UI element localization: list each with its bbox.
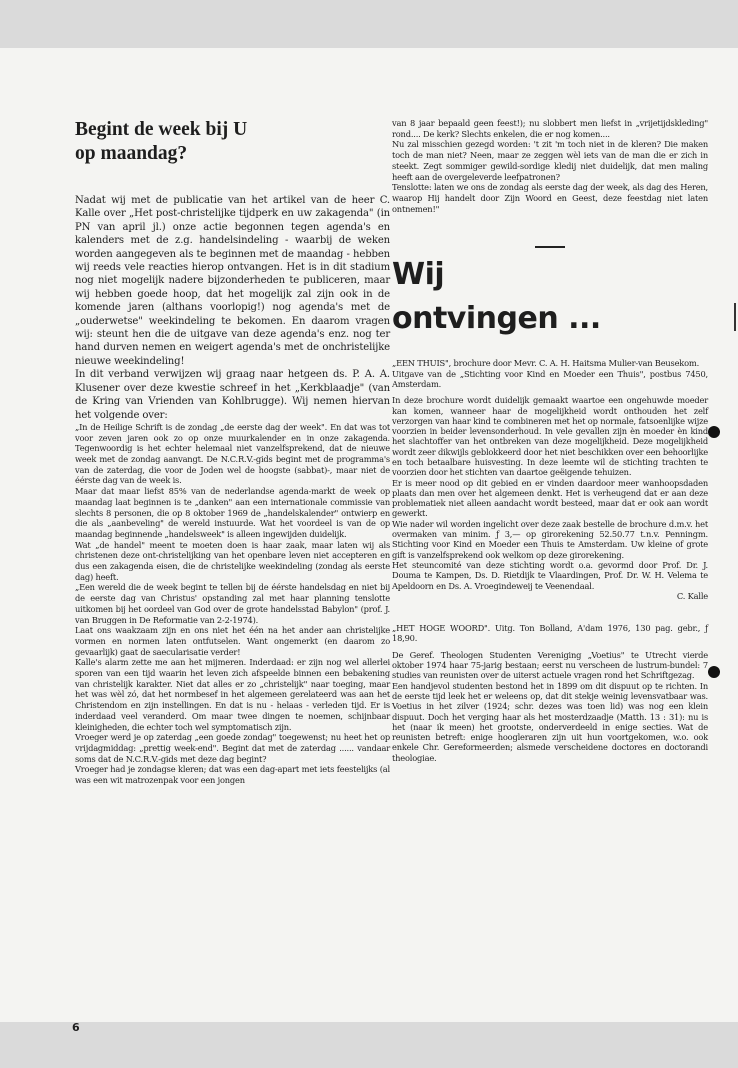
review-heading: „EEN THUIS", brochure door Mevr. C. A. H. Haitsma Mulier-van Beusekom.	[392, 358, 700, 369]
punch-hole-icon	[708, 426, 720, 438]
article-title-line2: op maandag?	[75, 143, 188, 164]
article-paragraph: van 8 jaar bepaald geen feest!); nu slobbert men liefst in „vrijetijdskleding" rond.... De kerk? Slechts enkelen, die er nog komen....	[392, 118, 708, 139]
page-number: 6	[72, 1021, 80, 1034]
article-paragraph: Kalle's alarm zette me aan het mijmeren. Inderdaad: er zijn nog wel allerlei sporen van een tijd waarin het leven zich afspeelde binnen een bebakening van christelijk karakter. Niet dat alles er zo „christelijk" naar toeging, maar het was wèl zó, dat het normbesef in het algemeen gerelateerd was aan het Christendom en zijn instellingen. En dat is nu - helaas - verleden tijd. Er is inderdaad veel veranderd. Om maar twee dingen te noemen, schijnbaar kleinigheden, die echter toch wel symptomatisch zijn.	[75, 657, 390, 732]
article-paragraph: „In de Heilige Schrift is de zondag „de eerste dag der week". En dat was tot voor zeven jaren ook zo op onze muurkalender en in onze zakagenda. Tegenwoordig is het echter helemaal niet vanzelfsprekend, dat de nieuwe week met de zondag aanvangt. De N.C.R.V.-gids begint met de programma's van de zaterdag, die voor de Joden wel de hoogste (sabbat)-, maar niet de éérste dag van de week is.	[75, 421, 390, 486]
review-item-1	[392, 358, 708, 601]
review-paragraph: In deze brochure wordt duidelijk gemaakt waartoe een ongehuwde moeder kan komen, wanneer haar de mogelijkheid wordt onthouden het zelf verzorgen van haar kind te combineren met het op normale, fatsoenlijke wijze voorzien in beider levensonderhoud. In vele gevallen zijn èn moeder èn kind het slachtoffer van het ontbreken van deze mogelijkheid. Deze mogelijkheid wordt zeer dikwijls geblokkeerd door het niet beschikken over een behoorlijke en toch betaalbare huisvesting. In deze leemte wil de stichting trachten te voorzien door het stichten van daartoe geëigende tehuizen.	[392, 395, 708, 478]
review-signature: C. Kalle	[676, 590, 708, 601]
article-paragraph: Nadat wij met de publicatie van het artikel van de heer C. Kalle over „Het post-christelijke tijdperk en uw zakagenda" (in PN van april jl.) onze actie begonnen tegen agenda's en kalenders met de z.g. handelsindeling - waarbij de weken worden aangegeven als te beginnen met de maandag - hebben wij reeds vele reacties hierop ontvangen. Het is in dit stadium nog niet mogelijk nadere bijzonderheden te publiceren, maar wij hebben goede hoop, dat het mogelijk zal zijn ook in de komende jaren (althans voorlopig!) nog agenda's met de „ouderwetse" weekindeling te bekomen. En daarom vragen wij: steunt hen die de uitgave van deze agenda's enz. nog ter hand durven nemen en weigert agenda's met de onchristelijke nieuwe weekindeling!	[75, 195, 390, 367]
review-paragraph: Wie nader wil worden ingelicht over deze zaak bestelle de brochure d.m.v. het overmaken van minim. ƒ 3,— op girorekening 52.50.77 t.n.v. Penningm. Stichting voor Kind en Moeder een Thuis te Amsterdam. Uw kleine of grote gift is vanzelfsprekend ook welkom op deze girorekening.	[392, 518, 708, 560]
magazine-page	[0, 48, 738, 1034]
edge-mark	[734, 303, 736, 331]
review-publisher: Uitgave van de „Stichting voor Kind en Moeder een Thuis", postbus 7450, Amsterdam.	[392, 368, 708, 389]
section-divider	[535, 246, 565, 248]
article-paragraph: Laat ons waakzaam zijn en ons niet het één na het ander aan christelijke vormen en normen laten ontfutselen. Want ongemerkt (en daarom zo gevaarlijk) gaat de saecularisatie verder!	[75, 625, 390, 657]
article-continuation	[392, 118, 708, 214]
review-heading: „HET HOGE WOORD". Uitg. Ton Bolland, A'dam 1976, 130 pag. gebr., ƒ 18,90.	[392, 623, 708, 644]
review-paragraph: Er is meer nood op dit gebied en er vinden daardoor meer wanhoopsdaden plaats dan men over het algemeen denkt. Het is verheugend dat er aan deze problematiek niet alleen aandacht wordt besteed, maar dat er ook aan wordt gewerkt.	[392, 477, 708, 519]
article-paragraph: Vroeger werd je op zaterdag „een goede zondag" toegewenst; nu heet het op vrijdagmiddag: „prettig week-end". Begint dat met de zaterdag ...... vandaar soms dat de N.C.R.V.-gids met deze dag begint?	[75, 732, 390, 764]
review-paragraph: Het steuncomité van deze stichting wordt o.a. gevormd door Prof. Dr. J. Douma te Kampen, Ds. D. Rietdijk te Vlaardingen, Prof. Dr. W. H. Velema te Apeldoorn en Ds. A. Vroegindeweij te Veenendaal.	[392, 559, 708, 591]
review-paragraph: Een handjevol studenten bestond het in 1899 om dit dispuut op te richten. In de eerste tijd leek het er weleens op, dat dit stekje weinig levensvatbaar was. Voetius in het zilver (1924; schr. dezes was toen lid) was nog een klein dispuut. Doch het verging haar als het mosterdzaadje (Matth. 13 : 31): nu is het (naar ik meen) het grootste, onderverdeeld in enige secties. Wat de reunisten betreft: enige hoogleraren zijn uit hun voortgekomen, w.o. ook enkele Chr. Gereformeerden; alsmede verscheidene doctores en doctorandi theologiae.	[392, 680, 708, 763]
article-paragraph: „Een wereld die de week begint te tellen bij de éérste handelsdag en niet bij de eerste dag van Christus' opstanding zal met haar planning tenslotte uitkomen bij het oordeel van God over de grote handelsstad Babylon" (prof. J. van Bruggen in De Reformatie van 2-2-1974).	[75, 582, 390, 625]
article-paragraph: Tenslotte: laten we ons de zondag als eerste dag der week, als dag des Heren, waarop Hij handelt door Zijn Woord en Geest, deze feestdag niet laten ontnemen!"	[392, 182, 708, 214]
article-paragraph: Maar dat maar liefst 85% van de nederlandse agenda-markt de week op maandag laat beginnen is te „danken" aan een internationale commissie van slechts 8 personen, die op 8 oktober 1969 de „handelskalender" ontwierp en die als „aanbeveling" de wereld instuurde. Wat het voordeel is van de op maandag beginnende „handelsweek" is alleen ingewijden duidelijk.	[75, 486, 390, 539]
article-intro	[75, 194, 390, 422]
left-column	[75, 118, 390, 786]
section-heading-line1: Wij	[392, 257, 445, 293]
punch-hole-icon	[708, 666, 720, 678]
section-heading-line2: ontvingen ...	[392, 301, 601, 337]
article-paragraph: Wat „de handel" meent te moeten doen is haar zaak, maar laten wij als christenen deze ont-christelijking van het openbare leven niet accepteren en dus een zakagenda eisen, die de christelijke weekindeling (zondag als eerste dag) heeft.	[75, 539, 390, 582]
article-paragraph: Vroeger had je zondagse kleren; dat was een dag-apart met iets feestelijks (al was een wit matrozenpak voor een jongen	[75, 764, 390, 786]
review-paragraph: De Geref. Theologen Studenten Vereniging „Voetius" te Utrecht vierde oktober 1974 haar 75-jarig bestaan; eerst nu verscheen de lustrum-bundel: 7 studies van reunisten over de uiterst actuele vragen rond het Schriftgezag.	[392, 649, 708, 681]
article-title	[75, 118, 390, 166]
article-title-line1: Begint de week bij U	[75, 119, 248, 140]
review-item-2	[392, 623, 708, 763]
article-paragraph: Nu zal misschien gezegd worden: 't zit 'm toch niet in de kleren? Die maken toch de man niet? Neen, maar ze zeggen wèl iets van de man die er zich in steekt. Zegt sommiger gewild-sordige kledij niet duidelijk, dat men maling heeft aan de overgeleverde leefpatronen?	[392, 139, 708, 182]
article-paragraph: In dit verband verwijzen wij graag naar hetgeen ds. P. A. A. Klusener over deze kwestie schreef in het „Kerkblaadje" (van de Kring van Vrienden van Kohlbrugge). Wij nemen hiervan het volgende over:	[75, 369, 390, 421]
section-heading	[392, 258, 708, 336]
right-column	[392, 118, 708, 763]
article-quote	[75, 422, 390, 786]
